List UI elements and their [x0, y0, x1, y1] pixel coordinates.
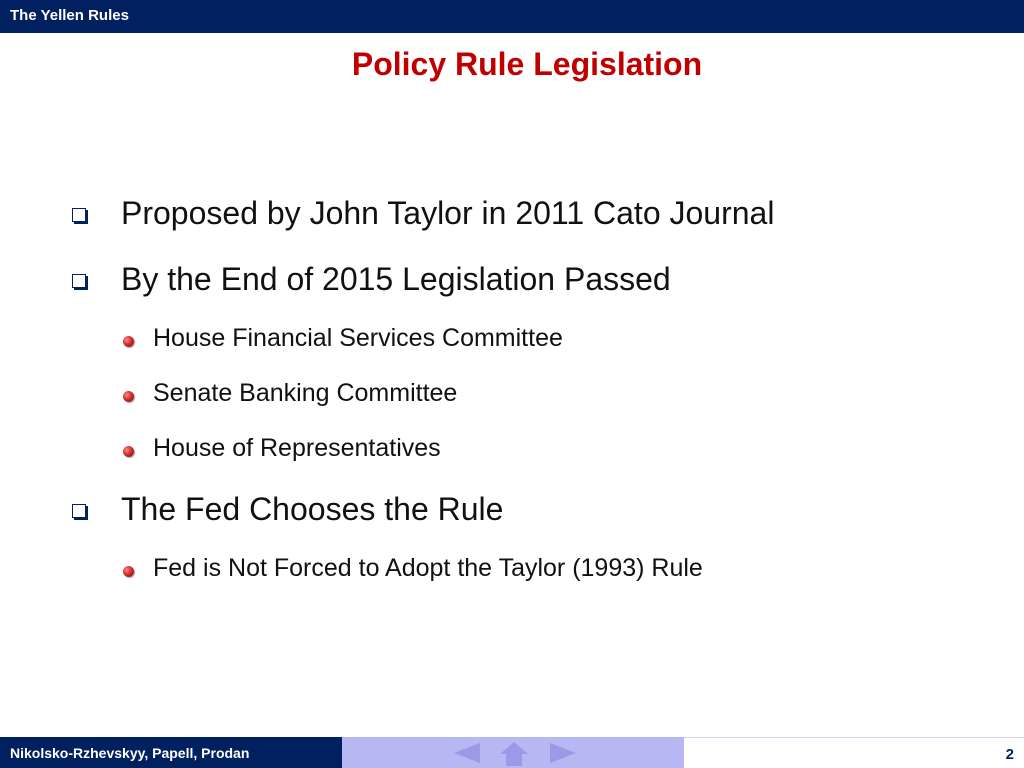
square-bullet-icon [72, 208, 86, 222]
bullet-text: Proposed by John Taylor in 2011 Cato Journal [121, 195, 775, 231]
square-bullet-icon [72, 504, 86, 518]
round-bullet-icon [123, 446, 134, 457]
sub-bullet-text: Senate Banking Committee [153, 379, 458, 407]
sub-bullet-text: Fed is Not Forced to Adopt the Taylor (1993) Rule [153, 554, 703, 582]
deck-title: The Yellen Rules [10, 7, 129, 24]
sub-bullet-text: House Financial Services Committee [153, 324, 563, 352]
round-bullet-icon [123, 566, 134, 577]
footer-bar [0, 737, 1024, 768]
authors-box [0, 737, 342, 768]
slide-title: Policy Rule Legislation [351, 46, 703, 82]
navigation-box [342, 737, 684, 768]
home-icon[interactable] [499, 741, 529, 767]
sub-bullet-text: House of Representatives [153, 434, 441, 462]
next-arrow-icon[interactable] [548, 741, 580, 765]
page-number-box [684, 737, 1024, 768]
bullet-text: By the End of 2015 Legislation Passed [121, 261, 671, 297]
authors-label: Nikolsko-Rzhevskyy, Papell, Prodan [10, 745, 250, 761]
round-bullet-icon [123, 391, 134, 402]
page-number: 2 [1005, 746, 1014, 763]
round-bullet-icon [123, 336, 134, 347]
square-bullet-icon [72, 274, 86, 288]
top-banner [0, 0, 1024, 33]
bullet-text: The Fed Chooses the Rule [121, 491, 504, 527]
prev-arrow-icon[interactable] [450, 741, 482, 765]
